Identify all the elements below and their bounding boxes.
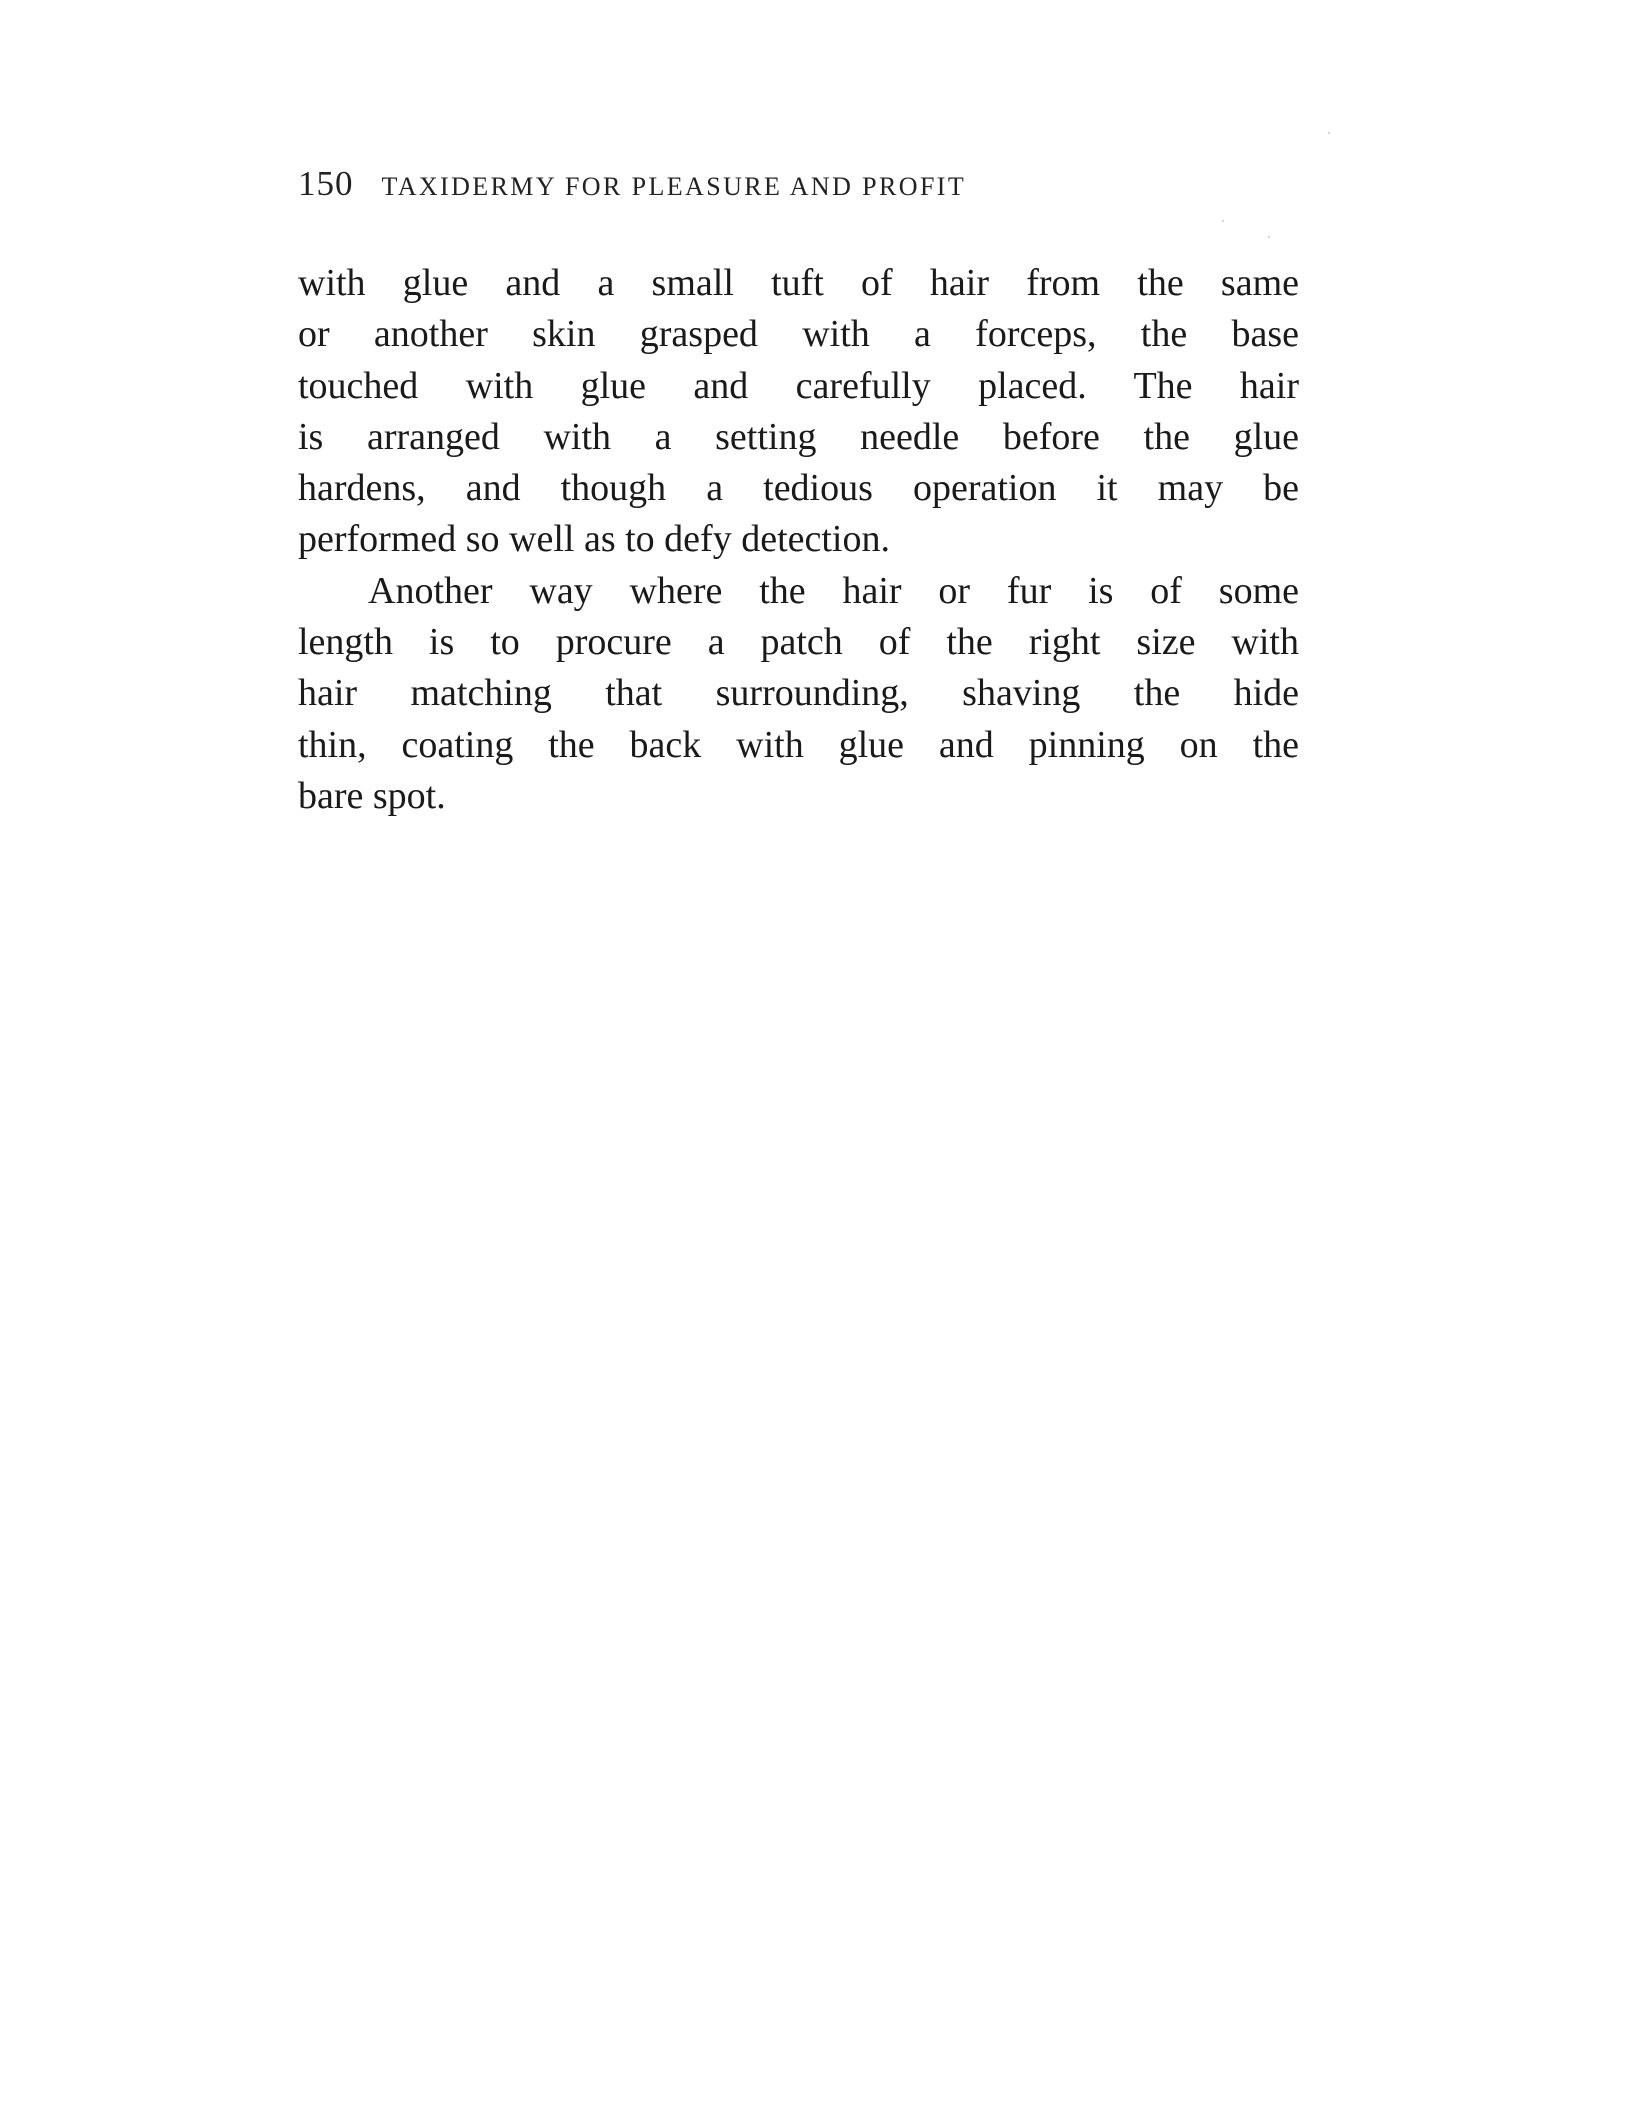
scan-speck [1328,132,1330,134]
text-line: touched with glue and carefully placed. The hair [298,364,1299,407]
text-line: thin, coating the back with glue and pinning on the [298,723,1299,766]
text-line: bare spot. [298,774,446,817]
text-line: hardens, and though a tedious operation it may be [298,467,1299,510]
running-head [298,164,1298,208]
text-line: is arranged with a setting needle before the glue [298,415,1299,458]
text-line: performed so well as to defy detection. [298,518,890,561]
body-text [298,258,1299,822]
paragraph-2 [298,566,1299,822]
text-line: length is to procure a patch of the right size with [298,621,1299,664]
scan-speck [1222,220,1224,222]
text-line: hair matching that surrounding, shaving the hide [298,672,1299,715]
text-line: or another skin grasped with a forceps, the base [298,313,1299,356]
text-line: Another way where the hair or fur is of some [368,569,1299,612]
paragraph-1 [298,258,1299,566]
running-title: TAXIDERMY FOR PLEASURE AND PROFIT [381,172,967,201]
page-number: 150 [298,164,354,203]
scan-speck [1268,236,1270,238]
text-line: with glue and a small tuft of hair from the same [298,262,1299,304]
